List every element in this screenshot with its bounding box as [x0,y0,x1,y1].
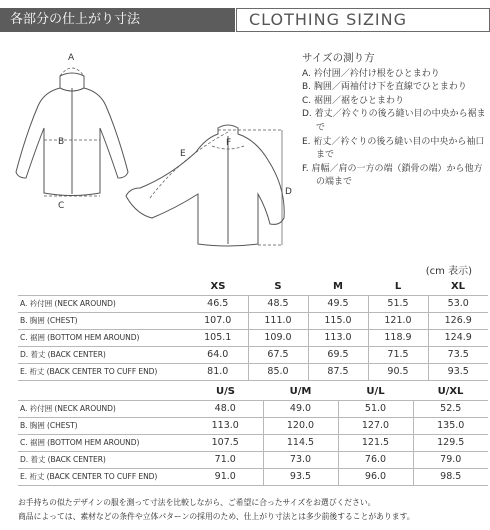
cell: 49.0 [263,400,338,417]
cell: 91.0 [188,468,263,485]
cell: 105.1 [188,329,248,346]
cell: 48.5 [248,295,308,312]
cell: 87.5 [308,363,368,380]
header-us: U/S [216,385,235,397]
header-ul: U/L [366,385,385,397]
cell: 127.0 [338,417,413,434]
cell: 48.0 [188,400,263,417]
cell: 73.5 [428,346,488,363]
header-xs: XS [210,280,226,292]
cell: 93.5 [263,468,338,485]
table-row [18,295,488,312]
label-a: A [68,53,75,63]
cell: 109.0 [248,329,308,346]
label-d: D [285,187,292,197]
table-row [18,363,488,380]
header-um: U/M [289,385,312,397]
table-row [18,329,488,346]
cell: 129.5 [413,434,488,451]
header-l: L [394,280,402,292]
table-row [18,400,488,417]
cell: 49.5 [308,295,368,312]
cell: 115.0 [308,312,368,329]
note-line: 商品によっては、素材などの条件や立体パターンの採用のため、仕上がり寸法とは多少前後することがあります。 [18,512,415,521]
row-label: B. 胸囲 (CHEST) [18,417,188,434]
cell: 71.0 [188,451,263,468]
cell: 51.5 [368,295,428,312]
cell: 51.0 [338,400,413,417]
table-header-row [18,383,488,400]
cell: 67.5 [248,346,308,363]
measure-item-e: E. 裄丈／衿ぐりの後ろ縫い目の中央から袖口まで [302,136,485,161]
cell: 81.0 [188,363,248,380]
header-s: S [274,280,282,292]
measure-item-c: C. 裾囲／裾をひとまわり [302,95,405,106]
cell: 71.5 [368,346,428,363]
cell: 107.0 [188,312,248,329]
cell: 98.5 [413,468,488,485]
section-title-en: CLOTHING SIZING [236,8,490,32]
measure-item-b: B. 胸囲／両袖付け下を直線でひとまわり [302,82,467,93]
cell: 111.0 [248,312,308,329]
header-xl: XL [450,280,466,292]
note-line: お手持ちの似たデザインの服を測って寸法を比較しながら、ご希望に合ったサイズをお選びください。 [18,498,376,507]
row-label: A. 衿付囲 (NECK AROUND) [18,295,188,312]
cell: 120.0 [263,417,338,434]
table-row [18,312,488,329]
cell: 69.5 [308,346,368,363]
unit-note: (cm 表示) [425,266,472,277]
label-b: B [58,137,65,147]
label-c: C [58,201,65,211]
cell: 107.5 [188,434,263,451]
cell: 96.0 [338,468,413,485]
cell: 46.5 [188,295,248,312]
table-row [18,451,488,468]
table-row [18,346,488,363]
table-row [18,434,488,451]
table-row [18,468,488,485]
cell: 121.5 [338,434,413,451]
label-f: F [226,138,232,148]
measure-item-f: F. 肩幅／肩の一方の端（鎖骨の端）から他方の端まで [302,163,483,188]
header-uxl: U/XL [437,385,464,397]
cell: 64.0 [188,346,248,363]
row-label: C. 裾囲 (BOTTOM HEM AROUND) [18,329,188,346]
row-label: D. 着丈 (BACK CENTER) [18,451,188,468]
cell: 114.5 [263,434,338,451]
row-label: A. 衿付囲 (NECK AROUND) [18,400,188,417]
row-label: D. 着丈 (BACK CENTER) [18,346,188,363]
cell: 113.0 [308,329,368,346]
cell: 135.0 [413,417,488,434]
size-notes [18,496,415,524]
cell: 52.5 [413,400,488,417]
cell: 73.0 [263,451,338,468]
table-header-row [18,278,488,295]
measure-item-d: D. 着丈／衿ぐりの後ろ縫い目の中央から裾まで [302,109,486,133]
measurement-guide [302,52,488,190]
row-label: B. 胸囲 (CHEST) [18,312,188,329]
cell: 85.0 [248,363,308,380]
cell: 121.0 [368,312,428,329]
table-row [18,417,488,434]
cell: 76.0 [338,451,413,468]
measurement-guide-title: サイズの測り方 [302,52,375,64]
cell: 79.0 [413,451,488,468]
row-label: E. 裄丈 (BACK CENTER TO CUFF END) [18,468,188,485]
header-blank [18,278,188,295]
header-blank [18,383,188,400]
cell: 118.9 [368,329,428,346]
cell: 113.0 [188,417,263,434]
size-table-unisex [18,383,488,486]
cell: 90.5 [368,363,428,380]
row-label: C. 裾囲 (BOTTOM HEM AROUND) [18,434,188,451]
row-label: E. 裄丈 (BACK CENTER TO CUFF END) [18,363,188,380]
cell: 93.5 [428,363,488,380]
cell: 124.9 [428,329,488,346]
size-table-standard [18,278,488,381]
header-m: M [333,280,343,292]
label-e: E [180,149,186,159]
cell: 126.9 [428,312,488,329]
cell: 53.0 [428,295,488,312]
section-title-jp: 各部分の仕上がり寸法 [0,8,235,32]
measure-item-a: A. 衿付囲／衿付け根をひとまわり [302,68,440,79]
jacket-measurement-illustration [0,48,300,258]
